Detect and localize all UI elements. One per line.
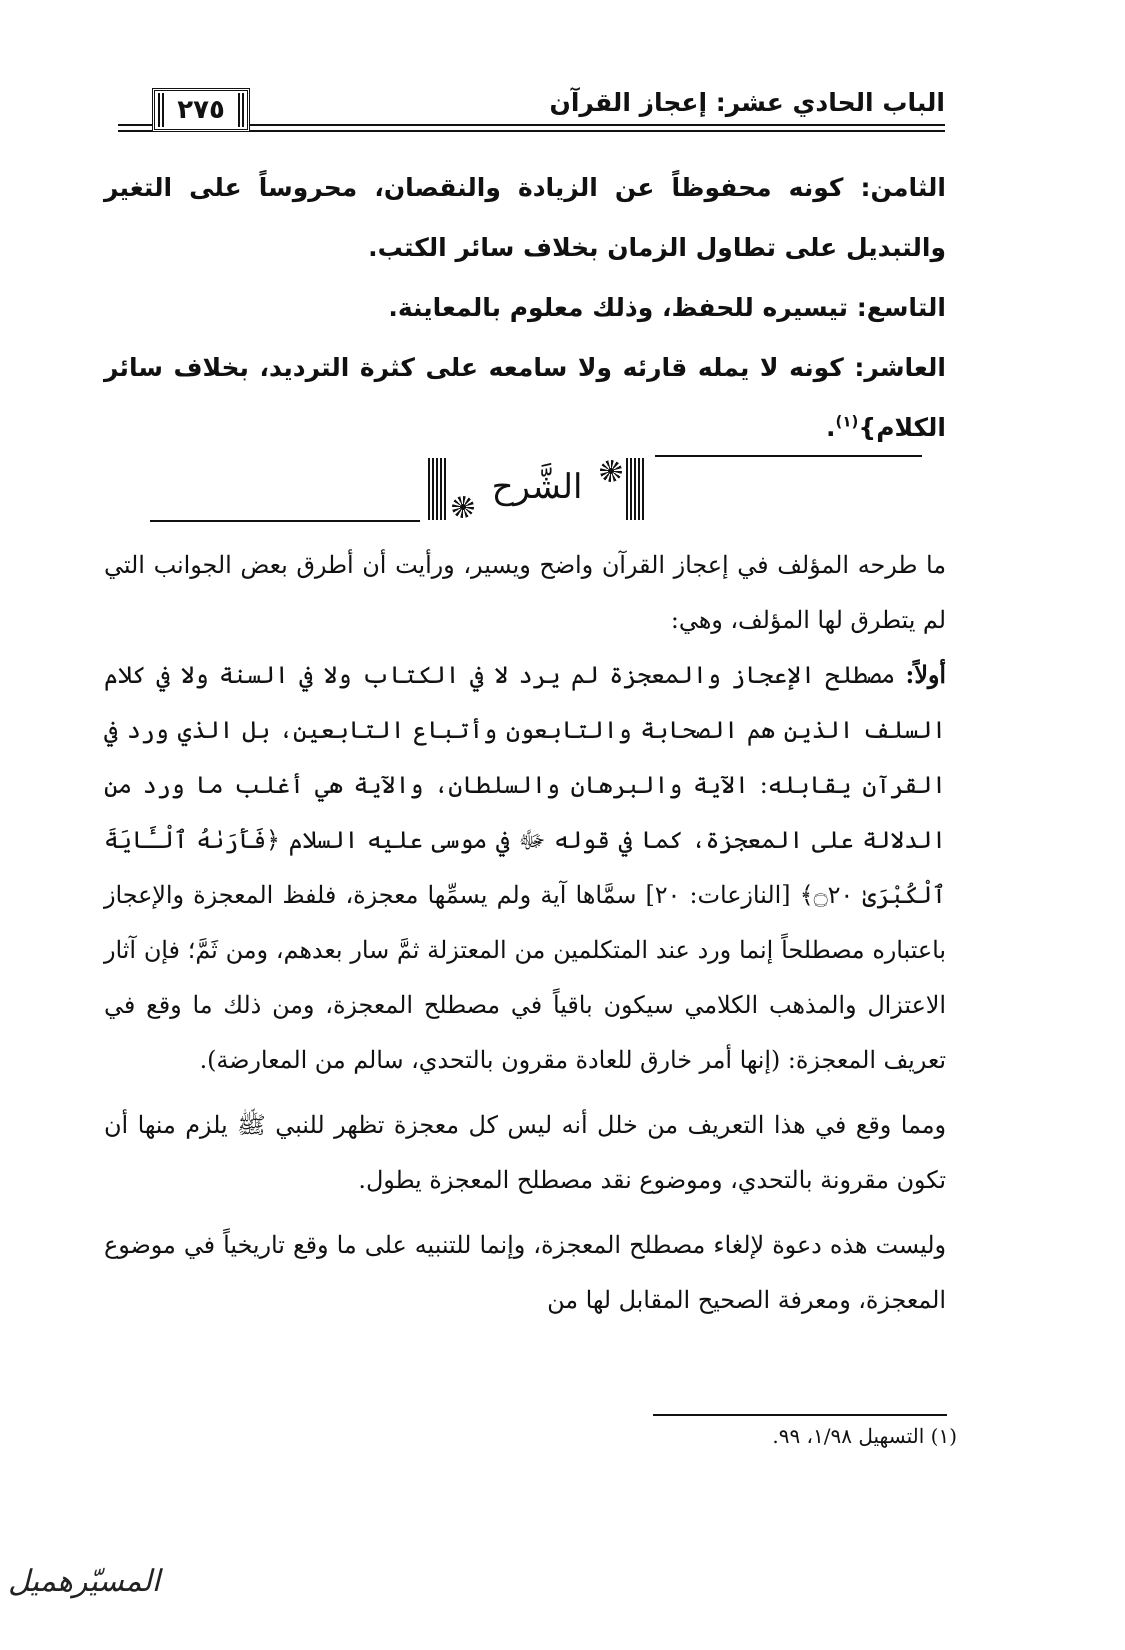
publisher-watermark bbox=[8, 1560, 161, 1620]
chapter-title: الباب الحادي عشر: إعجاز القرآن bbox=[549, 88, 945, 117]
commentary-paragraph: ومما وقع في هذا التعريف من خلل أنه ليس كل معجزة تظهر للنبي ﷺ يلزم منها أن تكون مقرونة بالتحدي، وموضوع نقد مصطلح المعجزة يطول. bbox=[104, 1111, 946, 1194]
heading-rule bbox=[150, 520, 420, 522]
matn-quote bbox=[104, 158, 946, 458]
ornament-icon bbox=[626, 458, 646, 520]
commentary bbox=[104, 538, 946, 1328]
footnote-reference: (١) bbox=[835, 412, 859, 431]
heading-frame bbox=[428, 458, 646, 520]
rosette-icon bbox=[452, 496, 474, 518]
commentary-paragraph: وليست هذه دعوة لإلغاء مصطلح المعجزة، وإنما للتنبيه على ما وقع تاريخياً في موضوع المعجزة، ومعرفة الصحيح المقابل لها من bbox=[104, 1231, 946, 1314]
matn-paragraph-end: . bbox=[826, 413, 836, 442]
matn-paragraph: التاسع: تيسيره للحفظ، وذلك معلوم بالمعاينة. bbox=[388, 293, 946, 322]
matn-paragraph: الثامن: كونه محفوظاً عن الزيادة والنقصان، محروساً على التغير والتبديل على تطاول الزمان بخلاف سائر الكتب. bbox=[104, 173, 946, 262]
watermark-text: المسيّرهميل bbox=[8, 1564, 161, 1599]
footnote: (١) التسهيل ١/٩٨، ٩٩. bbox=[772, 1424, 957, 1448]
page-number-frame bbox=[152, 88, 250, 132]
section-title: الشَّرح bbox=[491, 467, 583, 507]
section-heading bbox=[150, 452, 922, 530]
commentary-paragraph bbox=[104, 648, 946, 1088]
commentary-paragraph-text: مصطلح الإعجاز والمعجزة لم يرد لا في الكتاب ولا في السنة ولا في كلام السلف الذين هم الصحابة والتابعون وأتباع التابعين، بل الذي ورد في القرآن يقابله: الآية والبرهان والسلطان، والآية هي أغلب ما ورد من الدلالة على المعجزة، كما في قوله ﷻ في موسى عليه السلام ﴿فَأَرَىٰهُ ٱلْـَٔايَةَ ٱلْكُبْرَىٰ ۝٢٠﴾ [النازعات: ٢٠] سمَّاها آية ولم يسمِّها معجزة، فلفظ المعجزة والإعجاز باعتباره مصطلحاً إنما ورد عند المتكلمين من المعتزلة ثمَّ سار بعدهم، ومن ثَمَّ؛ فإن آثار الاعتزال والمذهب الكلامي سيكون باقياً في مصطلح المعجزة، ومن ذلك ما وقع في تعريف المعجزة: (إنها أمر خارق للعادة مقرون بالتحدي، سالم من المعارضة). bbox=[104, 661, 946, 1074]
page-number: ٢٧٥ bbox=[177, 95, 225, 125]
running-header bbox=[118, 84, 945, 140]
heading-rule bbox=[655, 455, 922, 457]
matn-paragraph bbox=[104, 338, 946, 458]
rosette-icon bbox=[600, 460, 622, 482]
footnote-rule bbox=[653, 1414, 947, 1416]
ornament-icon bbox=[428, 458, 448, 520]
matn-paragraph-text: العاشر: كونه لا يمله قارئه ولا سامعه على كثرة الترديد، بخلاف سائر الكلام} bbox=[104, 353, 946, 442]
commentary-paragraph: ما طرحه المؤلف في إعجاز القرآن واضح ويسير، ورأيت أن أطرق بعض الجوانب التي لم يتطرق لها المؤلف، وهي: bbox=[104, 551, 946, 634]
paragraph-lead: أولاً: bbox=[905, 661, 946, 689]
